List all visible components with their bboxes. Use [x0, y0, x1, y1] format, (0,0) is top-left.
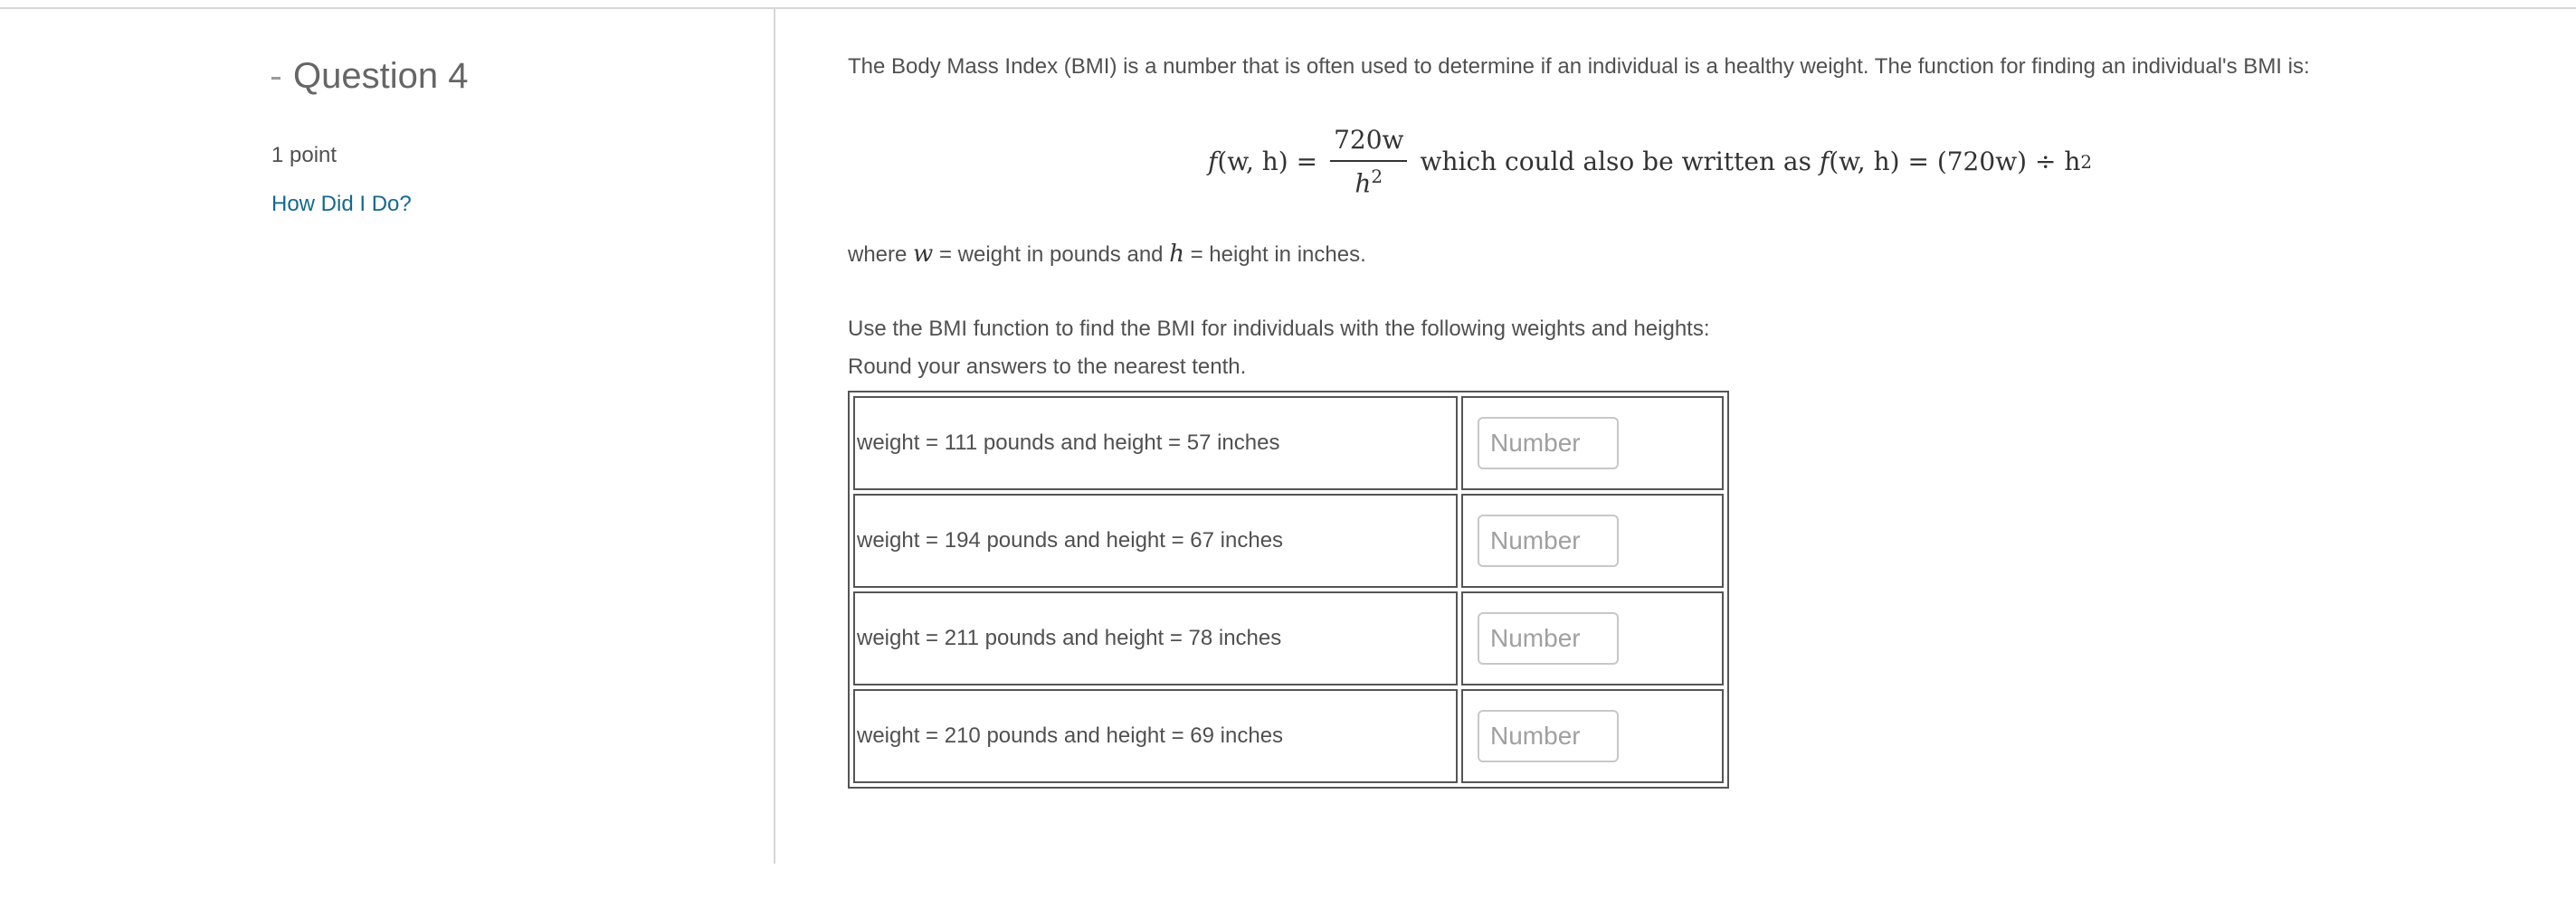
formula-alt-exponent: 2	[2080, 150, 2093, 173]
formula-numerator: 720w	[1330, 125, 1407, 162]
row-label: weight = 210 pounds and height = 69 inches	[853, 689, 1458, 783]
variable-definitions	[848, 241, 1366, 268]
bmi-answer-input-4[interactable]	[1478, 710, 1619, 762]
formula-f: f	[1208, 147, 1218, 177]
formula-denominator	[1355, 162, 1383, 198]
top-divider	[0, 0, 2576, 9]
formula-denominator-exponent: 2	[1371, 165, 1383, 187]
answer-table	[848, 391, 1729, 789]
question-header[interactable]	[271, 56, 468, 97]
bmi-formula	[1208, 125, 2092, 198]
bmi-answer-input-2[interactable]	[1478, 515, 1619, 567]
formula-fraction	[1330, 125, 1407, 198]
answer-cell	[1461, 396, 1724, 490]
how-did-i-do-link[interactable]: How Did I Do?	[271, 192, 412, 216]
table-row	[853, 396, 1724, 490]
question-sidebar	[0, 9, 775, 864]
formula-args: (w, h) =	[1217, 147, 1318, 177]
row-label: weight = 111 pounds and height = 57 inches	[853, 396, 1458, 490]
question-points: 1 point	[271, 143, 337, 167]
row-label: weight = 211 pounds and height = 78 inches	[853, 591, 1458, 685]
answer-cell	[1461, 689, 1724, 783]
table-row	[853, 494, 1724, 588]
formula-alt-expr: (w, h) = (720w) ÷ h	[1829, 147, 2081, 177]
where-h-def: = height in inches.	[1190, 242, 1366, 267]
formula-alt-f: f	[1819, 147, 1830, 177]
collapse-icon[interactable]	[271, 77, 280, 80]
table-row	[853, 689, 1724, 783]
where-h-var: h	[1169, 241, 1184, 268]
row-label: weight = 194 pounds and height = 67 inches	[853, 494, 1458, 588]
formula-connector: which could also be written as	[1420, 147, 1811, 177]
table-row	[853, 591, 1724, 685]
question-title: Question 4	[293, 56, 469, 96]
formula-denominator-base: h	[1355, 168, 1372, 199]
bmi-answer-input-1[interactable]	[1478, 417, 1619, 469]
intro-text: The Body Mass Index (BMI) is a number that is often used to determine if an individual is a healthy weight. The function for finding an individual's BMI is:	[848, 54, 2310, 79]
where-w-def: = weight in pounds and	[938, 242, 1164, 267]
bmi-answer-input-3[interactable]	[1478, 612, 1619, 665]
where-prefix: where	[848, 242, 908, 267]
where-w-var: w	[913, 241, 934, 268]
rounding-text: Round your answers to the nearest tenth.	[848, 355, 1247, 379]
instruction-text: Use the BMI function to find the BMI for individuals with the following weights and heights:	[848, 317, 1710, 341]
answer-cell	[1461, 494, 1724, 588]
answer-cell	[1461, 591, 1724, 685]
